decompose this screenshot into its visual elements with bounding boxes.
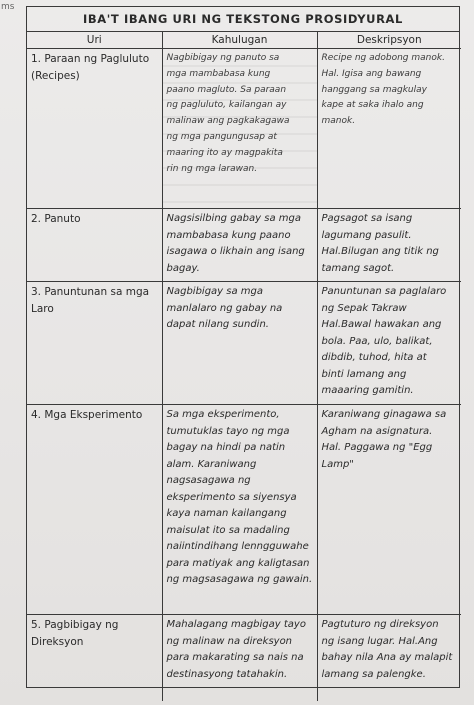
deskripsyon-line: Karaniwang ginagawa sa [321, 409, 447, 420]
row-5-uri-cell [27, 615, 162, 701]
row-2-deskripsyon-cell [317, 209, 461, 282]
deskripsyon-line: manok. [321, 116, 356, 127]
kahulugan-line: bagay na hindi pa natin [166, 442, 286, 453]
kahulugan-line: maisulat ito sa madaling [166, 524, 290, 536]
uri-text: Direksyon [31, 636, 84, 648]
uri-text: 3. Panuntunan sa mga [31, 286, 150, 298]
row-4-uri-cell [27, 405, 162, 615]
kahulugan-line: Mahalagang magbigay tayo [166, 619, 306, 630]
kahulugan-line: alam. Karaniwang [166, 458, 257, 470]
column-header-kahulugan: Kahulugan [162, 32, 317, 49]
kahulugan-line: ng magsasagawa ng gawain. [166, 574, 313, 585]
table-row [27, 49, 461, 209]
kahulugan-line: Nagsisilbing gabay sa mga [166, 213, 301, 224]
deskripsyon-line: Agham na asignatura. [321, 425, 433, 437]
kahulugan-line: malinaw ang pagkakagawa [166, 116, 290, 127]
margin-note: ms [1, 2, 15, 12]
row-3-kahulugan-cell [162, 282, 317, 405]
table-row [27, 209, 461, 282]
deskripsyon-line: Hal.Bilugan ang titik ng [321, 246, 439, 257]
deskripsyon-line: Panuntunan sa paglalaro [321, 286, 447, 297]
row-3-deskripsyon-cell [317, 282, 461, 405]
kahulugan-line: ng malinaw na direksyon [166, 635, 293, 647]
deskripsyon-line: bola. Paa, ulo, balikat, [321, 335, 433, 347]
table-row [27, 405, 461, 615]
kahulugan-line: kaya naman kailangang [166, 508, 287, 519]
kahulugan-line: Nagbibigay sa mga [166, 286, 264, 297]
row-2-uri-cell [27, 209, 162, 282]
column-header-uri: Uri [27, 32, 162, 49]
uri-text: (Recipes) [31, 70, 80, 82]
kahulugan-line: bagay. [166, 262, 200, 274]
table-title: IBA'T IBANG URI NG TEKSTONG PROSIDYURAL [27, 7, 459, 32]
deskripsyon-line: Pagsagot sa isang [321, 213, 413, 224]
deskripsyon-line: ng isang lugar. Hal.Ang [321, 635, 438, 647]
kahulugan-line: paano magluto. Sa paraan [166, 84, 287, 95]
deskripsyon-line: ng Sepak Takraw [321, 302, 407, 314]
deskripsyon-line: dibdib, tuhod, hita at [321, 352, 427, 363]
kahulugan-line: Sa mga eksperimento, [166, 409, 280, 420]
kahulugan-line: isagawa o likhain ang isang [166, 246, 305, 257]
deskripsyon-line: bahay nila Ana ay malapit [321, 652, 453, 663]
header-row [27, 32, 461, 49]
kahulugan-line: nagsasagawa ng [166, 475, 251, 486]
kahulugan-line: rin ng mga larawan. [166, 163, 258, 174]
procedural-text-table-frame [26, 6, 460, 688]
row-1-deskripsyon-cell [317, 49, 461, 209]
uri-text: 2. Panuto [31, 213, 81, 225]
deskripsyon-line: binti lamang ang [321, 368, 407, 380]
procedural-text-table [27, 32, 461, 701]
deskripsyon-line: Hal. Igisa ang bawang [321, 68, 422, 79]
kahulugan-line: mga mambabasa kung [166, 68, 271, 79]
uri-text: Laro [31, 303, 54, 315]
deskripsyon-line: lagumang pasulit. [321, 229, 412, 241]
kahulugan-line: ng mga pangungusap at [166, 131, 277, 142]
kahulugan-line: maaring ito ay magpakita [166, 147, 283, 158]
deskripsyon-line: Lamp" [321, 458, 354, 470]
deskripsyon-line: kape at saka ihalo ang [321, 100, 424, 111]
kahulugan-line: para matiyak ang kaligtasan [166, 557, 310, 569]
deskripsyon-line: maaaring gamitin. [321, 385, 414, 396]
kahulugan-line: manlalaro ng gabay na [166, 302, 283, 314]
row-4-deskripsyon-cell [317, 405, 461, 615]
table-row [27, 615, 461, 701]
kahulugan-line: eksperimento sa siyensya [166, 491, 297, 503]
deskripsyon-line: Recipe ng adobong manok. [321, 53, 445, 63]
kahulugan-line: Nagbibigay ng panuto sa [166, 53, 280, 63]
table-row [27, 282, 461, 405]
deskripsyon-line: tamang sagot. [321, 262, 395, 274]
row-5-kahulugan-cell [162, 615, 317, 701]
kahulugan-line: para makarating sa nais na [166, 652, 304, 663]
deskripsyon-line: Hal. Paggawa ng "Egg [321, 442, 433, 453]
deskripsyon-line: hanggang sa magkulay [321, 84, 427, 95]
row-5-deskripsyon-cell [317, 615, 461, 701]
deskripsyon-line: Pagtuturo ng direksyon [321, 619, 439, 630]
kahulugan-line: naiintindihang lenngguwahe [166, 541, 309, 552]
kahulugan-line: tumutuklas tayo ng mga [166, 425, 290, 437]
row-1-uri-cell [27, 49, 162, 209]
kahulugan-line: destinasyong tatahakin. [166, 668, 288, 680]
kahulugan-line: dapat nilang sundin. [166, 319, 269, 330]
uri-text: 1. Paraan ng Pagluluto [31, 53, 150, 65]
column-header-deskripsyon: Deskripsyon [317, 32, 461, 49]
deskripsyon-line: lamang sa palengke. [321, 668, 426, 680]
kahulugan-line: ng pagluluto, kailangan ay [166, 100, 287, 111]
uri-text: 4. Mga Eksperimento [31, 409, 143, 421]
row-2-kahulugan-cell [162, 209, 317, 282]
row-4-kahulugan-cell [162, 405, 317, 615]
kahulugan-line: mambabasa kung paano [166, 229, 291, 241]
row-3-uri-cell [27, 282, 162, 405]
uri-text: 5. Pagbibigay ng [31, 619, 119, 631]
deskripsyon-line: Hal.Bawal hawakan ang [321, 319, 442, 330]
row-1-kahulugan-cell [162, 49, 317, 209]
